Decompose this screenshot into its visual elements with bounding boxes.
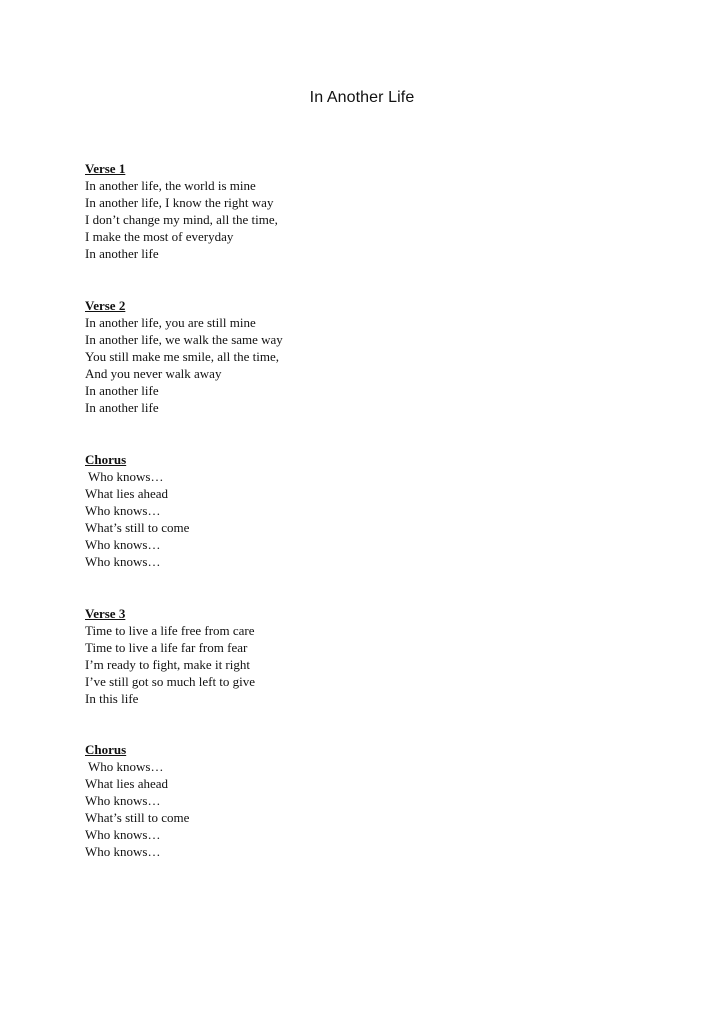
lyric-line: What lies ahead [85,486,169,501]
lyric-line: In another life [85,246,159,261]
section-heading: Verse 3 [85,606,126,621]
lyric-line: Who knows… [85,537,161,552]
section-heading: Verse 2 [85,298,126,313]
section-verse-1 [85,160,505,262]
lyric-line: Who knows… [85,469,164,484]
lyric-line: What’s still to come [85,520,190,535]
section-chorus-2 [85,741,505,860]
lyric-line: What lies ahead [85,776,169,791]
lyric-line: In another life [85,400,159,415]
section-verse-3 [85,605,505,707]
lyric-line: Time to live a life far from fear [85,640,248,655]
lyric-line: I don’t change my mind, all the time, [85,212,278,227]
lyric-line: Who knows… [85,759,164,774]
lyric-line: And you never walk away [85,366,222,381]
lyric-line: In another life, you are still mine [85,315,256,330]
lyric-line: Time to live a life free from care [85,623,255,638]
lyric-line: Who knows… [85,503,161,518]
lyric-line: In another life, we walk the same way [85,332,283,347]
lyric-line: Who knows… [85,793,161,808]
lyric-line: In another life, I know the right way [85,195,274,210]
section-heading: Chorus [85,742,127,757]
lyric-line: Who knows… [85,827,161,842]
lyric-line: I’m ready to fight, make it right [85,657,250,672]
lyric-line: Who knows… [85,844,161,859]
section-heading: Verse 1 [85,161,126,176]
lyric-line: You still make me smile, all the time, [85,349,280,364]
lyric-line: I’ve still got so much left to give [85,674,256,689]
section-chorus-1 [85,451,505,570]
section-heading: Chorus [85,452,127,467]
lyric-line: I make the most of everyday [85,229,234,244]
lyric-line: Who knows… [85,554,161,569]
section-verse-2 [85,297,505,416]
lyric-line: In this life [85,691,139,706]
lyric-line: In another life [85,383,159,398]
page-title: In Another Life [309,89,415,106]
lyric-line: What’s still to come [85,810,190,825]
lyric-line: In another life, the world is mine [85,178,256,193]
